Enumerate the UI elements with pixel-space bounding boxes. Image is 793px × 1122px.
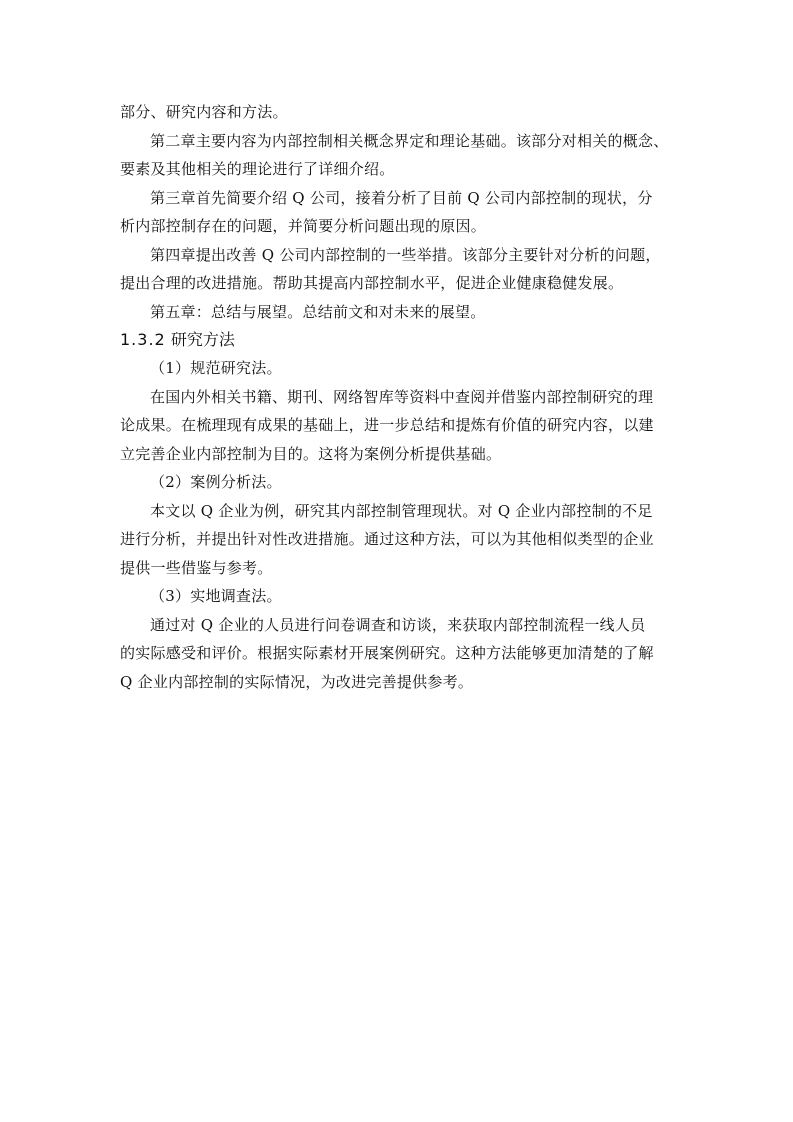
method2-heading: （2）案例分析法。 (150, 473, 282, 491)
method3-paragraph-line: Q 企业内部控制的实际情况，为改进完善提供参考。 (120, 672, 474, 691)
method2-paragraph-line: 提供一些借鉴与参考。 (120, 558, 273, 577)
chapter4-paragraph-line: 提出合理的改进措施。帮助其提高内部控制水平，促进企业健康稳健发展。 (120, 274, 624, 292)
intro-paragraph-line: 部分、研究内容和方法。 (120, 103, 288, 121)
chapter5-paragraph-line: 第五章：总结与展望。总结前文和对未来的展望。 (150, 302, 486, 321)
document-page (120, 98, 680, 696)
method3-paragraph-line: 通过对 Q 企业的人员进行问卷调查和访谈，来获取内部控制流程一线人员 (150, 615, 646, 634)
section-number: 1.3.2 (120, 330, 166, 349)
chapter3-paragraph-line: 第三章首先简要介绍 Q 公司，接着分析了目前 Q 公司内部控制的现状，分 (150, 188, 653, 207)
chapter4-paragraph-line: 第四章提出改善 Q 公司内部控制的一些举措。该部分主要针对分析的问题， (150, 245, 661, 264)
section-heading (120, 326, 680, 354)
method2-paragraph-line: 进行分析，并提出针对性改进措施。通过这种方法，可以为其他相似类型的企业 (120, 530, 654, 548)
section-title: 研究方法 (170, 330, 235, 349)
method1-heading: （1）规范研究法。 (150, 359, 282, 377)
chapter2-paragraph-line: 要素及其他相关的理论进行了详细介绍。 (120, 160, 395, 178)
chapter2-paragraph-line: 第二章主要内容为内部控制相关概念界定和理论基础。该部分对相关的概念、 (150, 131, 669, 150)
method1-paragraph-line: 论成果。在梳理现有成果的基础上，进一步总结和提炼有价值的研究内容，以建 (120, 416, 654, 434)
method1-paragraph-line: 在国内外相关书籍、期刊、网络智库等资料中查阅并借鉴内部控制研究的理 (150, 387, 654, 406)
method3-paragraph-line: 的实际感受和评价。根据实际素材开展案例研究。这种方法能够更加清楚的了解 (120, 644, 654, 662)
method3-heading: （3）实地调查法。 (150, 587, 282, 605)
method1-paragraph-line: 立完善企业内部控制为目的。这将为案例分析提供基础。 (120, 444, 502, 463)
method2-paragraph-line: 本文以 Q 企业为例，研究其内部控制管理现状。对 Q 企业内部控制的不足 (150, 501, 653, 520)
chapter3-paragraph-line: 析内部控制存在的问题，并简要分析问题出现的原因。 (120, 217, 487, 235)
